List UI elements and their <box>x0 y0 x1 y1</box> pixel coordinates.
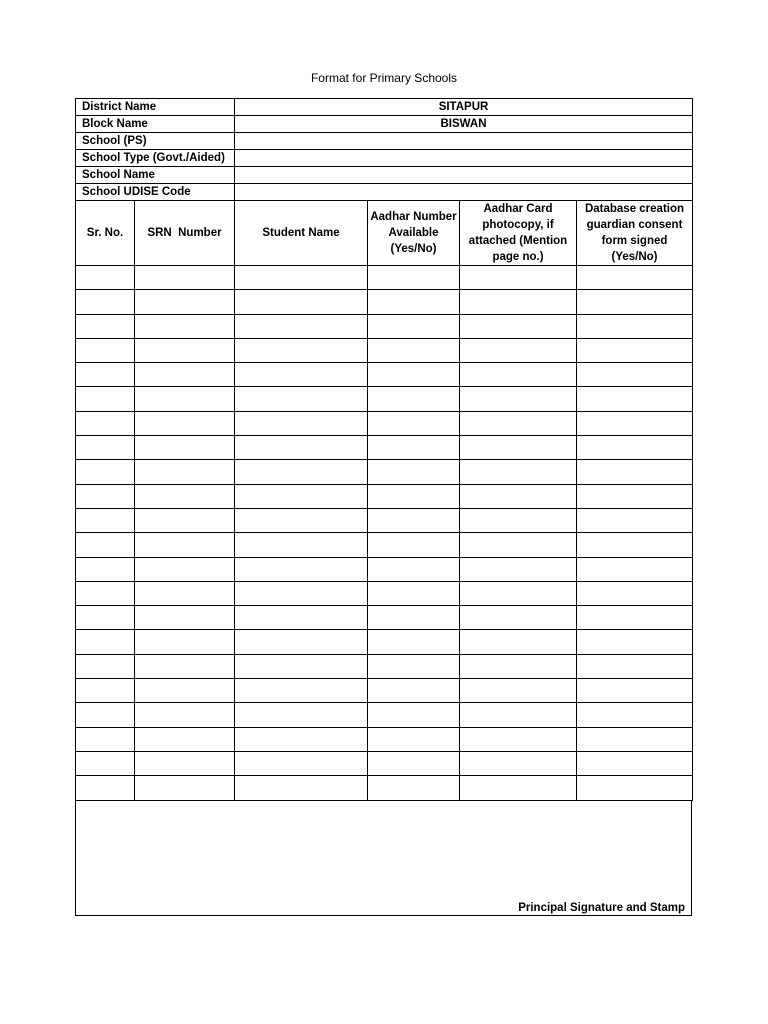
cell-consent-form[interactable] <box>577 508 693 532</box>
cell-srn-number[interactable] <box>135 266 235 290</box>
cell-aadhar-available[interactable] <box>368 727 460 751</box>
cell-aadhar-photocopy[interactable] <box>460 557 577 581</box>
cell-student-name[interactable] <box>235 508 368 532</box>
cell-srn-number[interactable] <box>135 751 235 775</box>
table-row <box>76 557 693 581</box>
cell-aadhar-available[interactable] <box>368 654 460 678</box>
table-row <box>76 727 693 751</box>
cell-sr-no[interactable] <box>76 679 135 703</box>
table-row <box>76 533 693 557</box>
cell-consent-form[interactable] <box>577 363 693 387</box>
table-row <box>76 411 693 435</box>
cell-sr-no[interactable] <box>76 533 135 557</box>
table-header-row <box>76 200 693 266</box>
cell-aadhar-available[interactable] <box>368 776 460 800</box>
cell-aadhar-photocopy[interactable] <box>460 266 577 290</box>
cell-consent-form[interactable] <box>577 533 693 557</box>
table-row <box>76 703 693 727</box>
cell-sr-no[interactable] <box>76 436 135 460</box>
cell-srn-number[interactable] <box>135 508 235 532</box>
cell-srn-number[interactable] <box>135 654 235 678</box>
table-row <box>76 387 693 411</box>
cell-sr-no[interactable] <box>76 460 135 484</box>
cell-student-name[interactable] <box>235 338 368 362</box>
cell-srn-number[interactable] <box>135 557 235 581</box>
cell-student-name[interactable] <box>235 606 368 630</box>
cell-student-name[interactable] <box>235 557 368 581</box>
cell-student-name[interactable] <box>235 436 368 460</box>
cell-student-name[interactable] <box>235 460 368 484</box>
cell-consent-form[interactable] <box>577 630 693 654</box>
signature-label: Principal Signature and Stamp <box>518 902 685 914</box>
cell-srn-number[interactable] <box>135 581 235 605</box>
cell-consent-form[interactable] <box>577 654 693 678</box>
cell-srn-number[interactable] <box>135 460 235 484</box>
cell-srn-number[interactable] <box>135 436 235 460</box>
table-row <box>76 508 693 532</box>
cell-srn-number[interactable] <box>135 630 235 654</box>
cell-sr-no[interactable] <box>76 630 135 654</box>
cell-sr-no[interactable] <box>76 654 135 678</box>
table-row <box>76 314 693 338</box>
cell-student-name[interactable] <box>235 703 368 727</box>
info-row-district <box>76 99 693 116</box>
table-row <box>76 484 693 508</box>
cell-srn-number[interactable] <box>135 703 235 727</box>
column-header-consent-form: Database creation guardian consent form signed (Yes/No) <box>577 200 693 266</box>
cell-student-name[interactable] <box>235 484 368 508</box>
cell-student-name[interactable] <box>235 266 368 290</box>
cell-srn-number[interactable] <box>135 363 235 387</box>
cell-aadhar-available[interactable] <box>368 436 460 460</box>
cell-sr-no[interactable] <box>76 557 135 581</box>
info-row-school-type <box>76 150 693 167</box>
table-row <box>76 363 693 387</box>
cell-aadhar-available[interactable] <box>368 679 460 703</box>
cell-student-name[interactable] <box>235 581 368 605</box>
info-value[interactable]: BISWAN <box>235 116 693 133</box>
cell-consent-form[interactable] <box>577 436 693 460</box>
cell-sr-no[interactable] <box>76 703 135 727</box>
cell-aadhar-photocopy[interactable] <box>460 484 577 508</box>
cell-student-name[interactable] <box>235 290 368 314</box>
column-header-aadhar-photocopy: Aadhar Card photocopy, if attached (Mention page no.) <box>460 200 577 266</box>
cell-consent-form[interactable] <box>577 557 693 581</box>
cell-sr-no[interactable] <box>76 508 135 532</box>
cell-sr-no[interactable] <box>76 290 135 314</box>
cell-aadhar-photocopy[interactable] <box>460 581 577 605</box>
cell-student-name[interactable] <box>235 387 368 411</box>
cell-aadhar-photocopy[interactable] <box>460 751 577 775</box>
cell-aadhar-available[interactable] <box>368 484 460 508</box>
cell-aadhar-available[interactable] <box>368 266 460 290</box>
cell-consent-form[interactable] <box>577 679 693 703</box>
cell-aadhar-available[interactable] <box>368 460 460 484</box>
cell-sr-no[interactable] <box>76 266 135 290</box>
cell-srn-number[interactable] <box>135 314 235 338</box>
cell-aadhar-available[interactable] <box>368 703 460 727</box>
cell-consent-form[interactable] <box>577 751 693 775</box>
cell-aadhar-available[interactable] <box>368 533 460 557</box>
cell-consent-form[interactable] <box>577 290 693 314</box>
cell-student-name[interactable] <box>235 727 368 751</box>
cell-sr-no[interactable] <box>76 363 135 387</box>
cell-student-name[interactable] <box>235 411 368 435</box>
cell-consent-form[interactable] <box>577 606 693 630</box>
info-value[interactable] <box>235 184 693 201</box>
cell-consent-form[interactable] <box>577 387 693 411</box>
table-row <box>76 266 693 290</box>
cell-aadhar-available[interactable] <box>368 630 460 654</box>
cell-aadhar-available[interactable] <box>368 581 460 605</box>
cell-consent-form[interactable] <box>577 703 693 727</box>
school-info-table <box>75 98 693 201</box>
cell-aadhar-photocopy[interactable] <box>460 411 577 435</box>
cell-sr-no[interactable] <box>76 581 135 605</box>
cell-aadhar-photocopy[interactable] <box>460 606 577 630</box>
info-row-school-ps <box>76 133 693 150</box>
cell-student-name[interactable] <box>235 776 368 800</box>
info-label: Block Name <box>76 116 235 133</box>
cell-aadhar-photocopy[interactable] <box>460 290 577 314</box>
table-row <box>76 654 693 678</box>
table-row <box>76 630 693 654</box>
cell-aadhar-photocopy[interactable] <box>460 508 577 532</box>
cell-aadhar-photocopy[interactable] <box>460 338 577 362</box>
cell-consent-form[interactable] <box>577 460 693 484</box>
cell-student-name[interactable] <box>235 630 368 654</box>
cell-srn-number[interactable] <box>135 387 235 411</box>
cell-aadhar-available[interactable] <box>368 290 460 314</box>
student-table-body <box>76 266 693 801</box>
cell-sr-no[interactable] <box>76 411 135 435</box>
cell-aadhar-photocopy[interactable] <box>460 703 577 727</box>
student-table <box>75 200 693 801</box>
column-header-srn-number: SRN Number <box>135 200 235 266</box>
cell-aadhar-photocopy[interactable] <box>460 727 577 751</box>
table-row <box>76 290 693 314</box>
cell-srn-number[interactable] <box>135 776 235 800</box>
cell-aadhar-available[interactable] <box>368 508 460 532</box>
table-row <box>76 338 693 362</box>
info-label: School UDISE Code <box>76 184 235 201</box>
cell-sr-no[interactable] <box>76 606 135 630</box>
cell-aadhar-available[interactable] <box>368 387 460 411</box>
signature-box <box>75 801 692 916</box>
cell-aadhar-photocopy[interactable] <box>460 679 577 703</box>
column-header-student-name: Student Name <box>235 200 368 266</box>
info-label: School Name <box>76 167 235 184</box>
info-label: School Type (Govt./Aided) <box>76 150 235 167</box>
table-row <box>76 460 693 484</box>
cell-aadhar-photocopy[interactable] <box>460 533 577 557</box>
cell-sr-no[interactable] <box>76 338 135 362</box>
info-row-school-name <box>76 167 693 184</box>
cell-aadhar-available[interactable] <box>368 606 460 630</box>
cell-aadhar-photocopy[interactable] <box>460 436 577 460</box>
table-row <box>76 776 693 800</box>
cell-student-name[interactable] <box>235 654 368 678</box>
cell-student-name[interactable] <box>235 314 368 338</box>
cell-srn-number[interactable] <box>135 290 235 314</box>
cell-student-name[interactable] <box>235 533 368 557</box>
cell-consent-form[interactable] <box>577 266 693 290</box>
cell-aadhar-available[interactable] <box>368 363 460 387</box>
cell-student-name[interactable] <box>235 679 368 703</box>
cell-consent-form[interactable] <box>577 776 693 800</box>
cell-aadhar-photocopy[interactable] <box>460 363 577 387</box>
cell-srn-number[interactable] <box>135 411 235 435</box>
info-value[interactable] <box>235 133 693 150</box>
info-value[interactable]: SITAPUR <box>235 99 693 116</box>
info-label: District Name <box>76 99 235 116</box>
cell-aadhar-photocopy[interactable] <box>460 630 577 654</box>
cell-srn-number[interactable] <box>135 533 235 557</box>
cell-consent-form[interactable] <box>577 727 693 751</box>
cell-aadhar-photocopy[interactable] <box>460 314 577 338</box>
cell-aadhar-available[interactable] <box>368 411 460 435</box>
column-header-sr-no: Sr. No. <box>76 200 135 266</box>
cell-sr-no[interactable] <box>76 727 135 751</box>
cell-srn-number[interactable] <box>135 338 235 362</box>
cell-aadhar-available[interactable] <box>368 338 460 362</box>
cell-student-name[interactable] <box>235 363 368 387</box>
table-row <box>76 436 693 460</box>
table-row <box>76 581 693 605</box>
cell-aadhar-available[interactable] <box>368 314 460 338</box>
cell-consent-form[interactable] <box>577 581 693 605</box>
cell-sr-no[interactable] <box>76 314 135 338</box>
cell-student-name[interactable] <box>235 751 368 775</box>
cell-aadhar-available[interactable] <box>368 557 460 581</box>
cell-srn-number[interactable] <box>135 484 235 508</box>
column-header-aadhar-available: Aadhar Number Available (Yes/No) <box>368 200 460 266</box>
table-row <box>76 679 693 703</box>
cell-aadhar-photocopy[interactable] <box>460 654 577 678</box>
cell-sr-no[interactable] <box>76 387 135 411</box>
cell-aadhar-photocopy[interactable] <box>460 460 577 484</box>
cell-consent-form[interactable] <box>577 314 693 338</box>
info-label: School (PS) <box>76 133 235 150</box>
cell-sr-no[interactable] <box>76 776 135 800</box>
cell-srn-number[interactable] <box>135 606 235 630</box>
info-value[interactable] <box>235 167 693 184</box>
cell-sr-no[interactable] <box>76 484 135 508</box>
table-row <box>76 751 693 775</box>
info-row-udise-code <box>76 184 693 201</box>
cell-srn-number[interactable] <box>135 679 235 703</box>
cell-sr-no[interactable] <box>76 751 135 775</box>
cell-consent-form[interactable] <box>577 484 693 508</box>
info-value[interactable] <box>235 150 693 167</box>
info-row-block <box>76 116 693 133</box>
table-row <box>76 606 693 630</box>
cell-srn-number[interactable] <box>135 727 235 751</box>
cell-aadhar-photocopy[interactable] <box>460 776 577 800</box>
page-title: Format for Primary Schools <box>310 71 458 85</box>
cell-aadhar-photocopy[interactable] <box>460 387 577 411</box>
cell-consent-form[interactable] <box>577 338 693 362</box>
cell-consent-form[interactable] <box>577 411 693 435</box>
cell-aadhar-available[interactable] <box>368 751 460 775</box>
